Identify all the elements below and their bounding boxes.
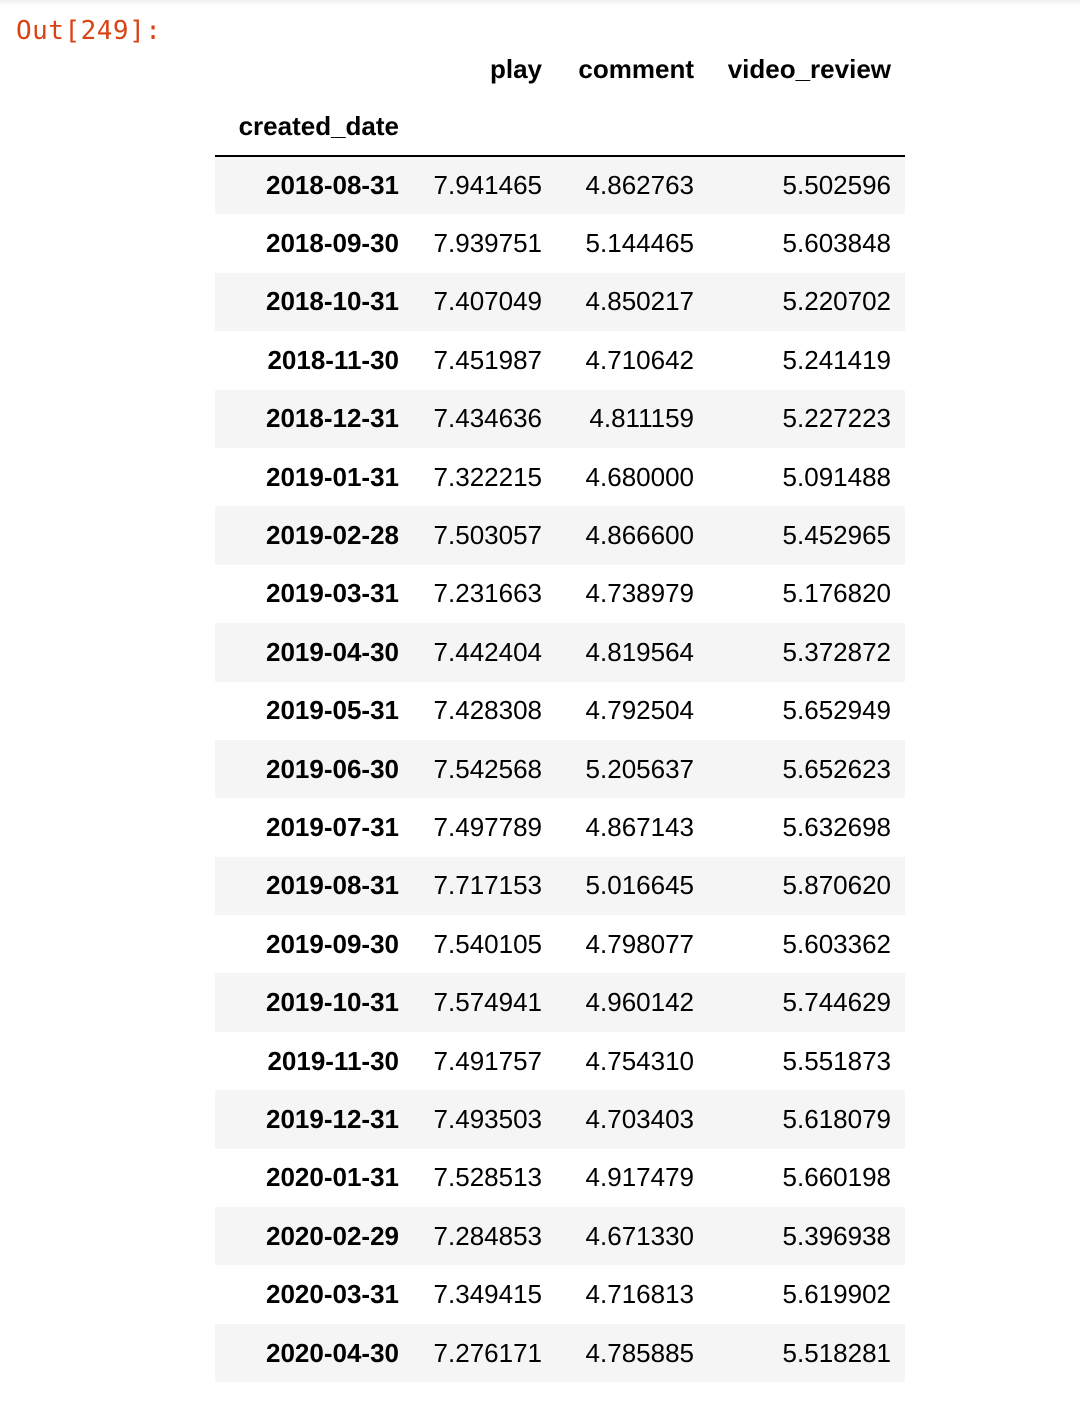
cell-video-review: 5.603362 — [782, 928, 891, 959]
column-header-video-review: video_review — [727, 53, 891, 84]
cell-video-review: 5.551873 — [782, 1045, 891, 1076]
cell-top-edge — [0, 0, 1080, 6]
row-index-date: 2019-09-30 — [266, 928, 399, 959]
cell-play: 7.276171 — [433, 1337, 542, 1368]
index-row-blank — [708, 98, 905, 156]
cell-comment: 4.680000 — [585, 461, 694, 492]
cell-play: 7.493503 — [433, 1103, 542, 1134]
table-row — [215, 565, 905, 623]
cell-video-review: 5.619902 — [782, 1279, 891, 1310]
row-index-date: 2019-12-31 — [266, 1103, 399, 1134]
row-index-date: 2018-09-30 — [266, 228, 399, 259]
row-index-date: 2020-01-31 — [266, 1162, 399, 1193]
table-row — [215, 1207, 905, 1265]
cell-video-review: 5.632698 — [782, 811, 891, 842]
cell-play: 7.717153 — [433, 870, 542, 901]
row-index-date: 2019-04-30 — [266, 636, 399, 667]
table-row — [215, 915, 905, 973]
table-row — [215, 857, 905, 915]
row-index-date: 2020-04-30 — [266, 1337, 399, 1368]
row-index-date: 2019-10-31 — [266, 987, 399, 1018]
table-row — [215, 682, 905, 740]
row-index-date: 2019-08-31 — [266, 870, 399, 901]
cell-comment: 4.798077 — [585, 928, 694, 959]
table-row — [215, 1090, 905, 1148]
cell-play: 7.540105 — [433, 928, 542, 959]
index-row-blank — [414, 98, 557, 156]
cell-video-review: 5.227223 — [782, 403, 891, 434]
cell-video-review: 5.241419 — [782, 344, 891, 375]
cell-comment: 4.738979 — [585, 578, 694, 609]
cell-play: 7.284853 — [433, 1220, 542, 1251]
row-index-date: 2019-05-31 — [266, 695, 399, 726]
table-row — [215, 214, 905, 272]
cell-video-review: 5.176820 — [782, 578, 891, 609]
row-index-date: 2018-08-31 — [266, 170, 399, 201]
cell-comment: 4.960142 — [585, 987, 694, 1018]
cell-comment: 4.867143 — [585, 811, 694, 842]
table-row — [215, 273, 905, 331]
cell-play: 7.574941 — [433, 987, 542, 1018]
cell-play: 7.231663 — [433, 578, 542, 609]
table-row — [215, 740, 905, 798]
cell-comment: 4.850217 — [585, 286, 694, 317]
cell-video-review: 5.518281 — [782, 1337, 891, 1368]
table-row — [215, 973, 905, 1031]
cell-play: 7.528513 — [433, 1162, 542, 1193]
cell-play: 7.442404 — [433, 636, 542, 667]
cell-comment: 4.862763 — [585, 170, 694, 201]
table-row — [215, 390, 905, 448]
cell-video-review: 5.396938 — [782, 1220, 891, 1251]
row-index-date: 2019-03-31 — [266, 578, 399, 609]
cell-play: 7.939751 — [433, 228, 542, 259]
cell-video-review: 5.870620 — [782, 870, 891, 901]
cell-play: 7.542568 — [433, 753, 542, 784]
cell-video-review: 5.452965 — [782, 520, 891, 551]
table-row — [215, 1324, 905, 1382]
index-header-blank — [215, 40, 414, 98]
row-index-date: 2020-03-31 — [266, 1279, 399, 1310]
row-index-date: 2020-02-29 — [266, 1220, 399, 1251]
row-index-date: 2019-06-30 — [266, 753, 399, 784]
table-row — [215, 1149, 905, 1207]
row-index-date: 2019-01-31 — [266, 461, 399, 492]
row-index-date: 2019-07-31 — [266, 811, 399, 842]
table-row — [215, 156, 905, 214]
row-index-date: 2018-10-31 — [266, 286, 399, 317]
cell-comment: 4.811159 — [589, 403, 694, 434]
cell-video-review: 5.660198 — [782, 1162, 891, 1193]
dataframe-table — [215, 40, 905, 1382]
cell-play: 7.497789 — [433, 811, 542, 842]
cell-video-review: 5.652949 — [782, 695, 891, 726]
column-header-play: play — [489, 53, 542, 84]
cell-video-review: 5.091488 — [782, 461, 891, 492]
cell-comment: 5.144465 — [585, 228, 694, 259]
row-index-date: 2019-02-28 — [266, 520, 399, 551]
row-index-date: 2018-11-30 — [267, 344, 399, 375]
column-header-row — [215, 40, 905, 98]
cell-play: 7.434636 — [433, 403, 542, 434]
cell-comment: 4.703403 — [585, 1103, 694, 1134]
cell-comment: 4.866600 — [585, 520, 694, 551]
row-index-date: 2018-12-31 — [266, 403, 399, 434]
cell-play: 7.503057 — [433, 520, 542, 551]
cell-play: 7.941465 — [433, 170, 542, 201]
cell-play: 7.428308 — [433, 695, 542, 726]
cell-play: 7.349415 — [433, 1279, 542, 1310]
table-row — [215, 798, 905, 856]
cell-comment: 4.754310 — [585, 1045, 694, 1076]
table-row — [215, 623, 905, 681]
cell-video-review: 5.220702 — [782, 286, 891, 317]
index-row-blank — [557, 98, 708, 156]
table-row — [215, 448, 905, 506]
cell-comment: 4.917479 — [585, 1162, 694, 1193]
cell-video-review: 5.744629 — [782, 987, 891, 1018]
table-body — [215, 156, 905, 1382]
cell-comment: 4.785885 — [585, 1337, 694, 1368]
cell-play: 7.451987 — [433, 344, 542, 375]
cell-video-review: 5.502596 — [782, 170, 891, 201]
index-name-header: created_date — [215, 98, 414, 156]
table-row — [215, 1265, 905, 1323]
cell-comment: 4.792504 — [585, 695, 694, 726]
index-name-row — [215, 98, 905, 156]
table-row — [215, 331, 905, 389]
cell-play: 7.322215 — [433, 461, 542, 492]
cell-comment: 4.716813 — [585, 1279, 694, 1310]
row-index-date: 2019-11-30 — [267, 1045, 399, 1076]
table-row — [215, 506, 905, 564]
cell-video-review: 5.652623 — [782, 753, 891, 784]
cell-video-review: 5.372872 — [782, 636, 891, 667]
cell-play: 7.407049 — [433, 286, 542, 317]
cell-video-review: 5.603848 — [782, 228, 891, 259]
cell-video-review: 5.618079 — [782, 1103, 891, 1134]
cell-comment: 4.819564 — [585, 636, 694, 667]
output-prompt: Out[249]: — [16, 16, 162, 46]
column-header-comment: comment — [578, 53, 694, 84]
cell-play: 7.491757 — [433, 1045, 542, 1076]
cell-comment: 4.710642 — [585, 344, 694, 375]
cell-comment: 5.016645 — [585, 870, 694, 901]
cell-comment: 5.205637 — [585, 753, 694, 784]
table-row — [215, 1032, 905, 1090]
cell-comment: 4.671330 — [585, 1220, 694, 1251]
